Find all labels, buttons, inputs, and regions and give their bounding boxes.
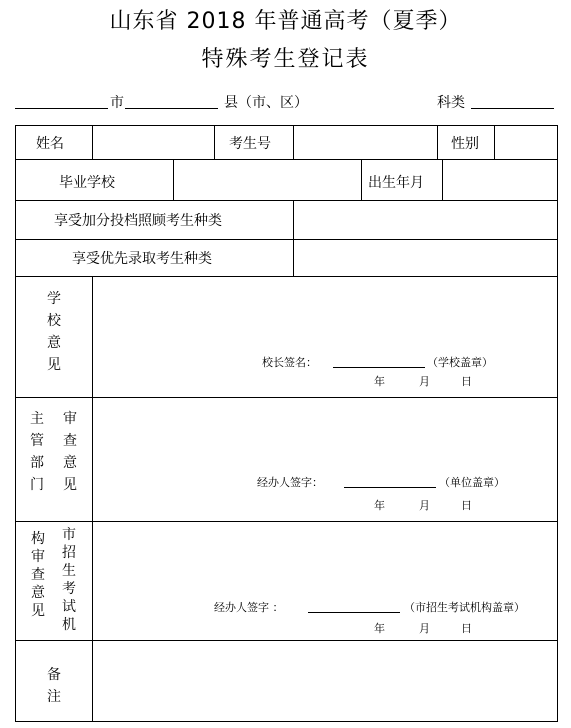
col-divider [214,126,215,159]
principal-signature-blank[interactable] [333,367,425,368]
dept-opinion-label-right: 审 查 意 见 [63,411,77,493]
gender-field[interactable] [494,126,556,158]
dept-date-year: 年 [374,499,385,512]
name-label: 姓名 [36,136,64,152]
row-divider [16,521,557,522]
exam-number-field[interactable] [293,126,436,158]
subject-blank[interactable] [471,108,554,109]
remarks-label: 备 注 [47,667,61,705]
col-divider [361,159,362,200]
city-stamp-note: （市招生考试机构盖章） [404,601,525,614]
city-date-day: 日 [461,622,472,635]
school-opinion-label: 学 校 意 见 [47,291,61,373]
county-blank[interactable] [125,108,218,109]
dept-signature-label: 经办人签字： [257,476,323,489]
form-title-line1: 山东省 2018 年普通高考（夏季） [109,9,462,34]
city-date-month: 月 [419,622,430,635]
city-signature-label: 经办人签字 ： [214,601,284,614]
remarks-field[interactable] [92,640,556,720]
dept-date-month: 月 [419,499,430,512]
exam-number-label: 考生号 [229,136,271,152]
school-date-day: 日 [461,375,472,388]
school-date-month: 月 [419,375,430,388]
school-date-year: 年 [374,375,385,388]
city-blank[interactable] [15,108,108,109]
dept-signature-blank[interactable] [344,487,436,488]
city-signature-blank[interactable] [308,612,400,613]
dept-stamp-note: （单位盖章） [439,476,505,489]
city-label: 市 [110,95,124,111]
city-date-year: 年 [374,622,385,635]
dept-date-day: 日 [461,499,472,512]
name-field[interactable] [92,126,213,158]
city-opinion-label-right: 市 招 生 考 试 机 [62,527,76,633]
birth-date-field[interactable] [442,159,556,199]
birth-date-label: 出生年月 [368,175,424,191]
graduated-school-field[interactable] [173,159,360,199]
dept-opinion-label-left: 主 管 部 门 [30,411,44,493]
school-stamp-note: （学校盖章） [427,356,493,369]
form-title-line2: 特殊考生登记表 [201,47,370,72]
priority-category-field[interactable] [293,239,556,275]
bonus-category-field[interactable] [293,200,556,238]
priority-category-label: 享受优先录取考生种类 [72,251,212,267]
gender-label: 性别 [451,136,479,152]
col-divider [437,126,438,159]
principal-signature-label: 校长签名： [262,356,317,369]
city-opinion-label-left: 构 审 查 意 见 [31,531,45,619]
graduated-school-label: 毕业学校 [59,175,115,191]
row-divider [16,397,557,398]
row-divider [16,276,557,277]
bonus-category-label: 享受加分投档照顾考生种类 [54,213,222,229]
subject-label: 科类 [437,95,465,111]
county-label: 县（市、区） [224,95,308,111]
